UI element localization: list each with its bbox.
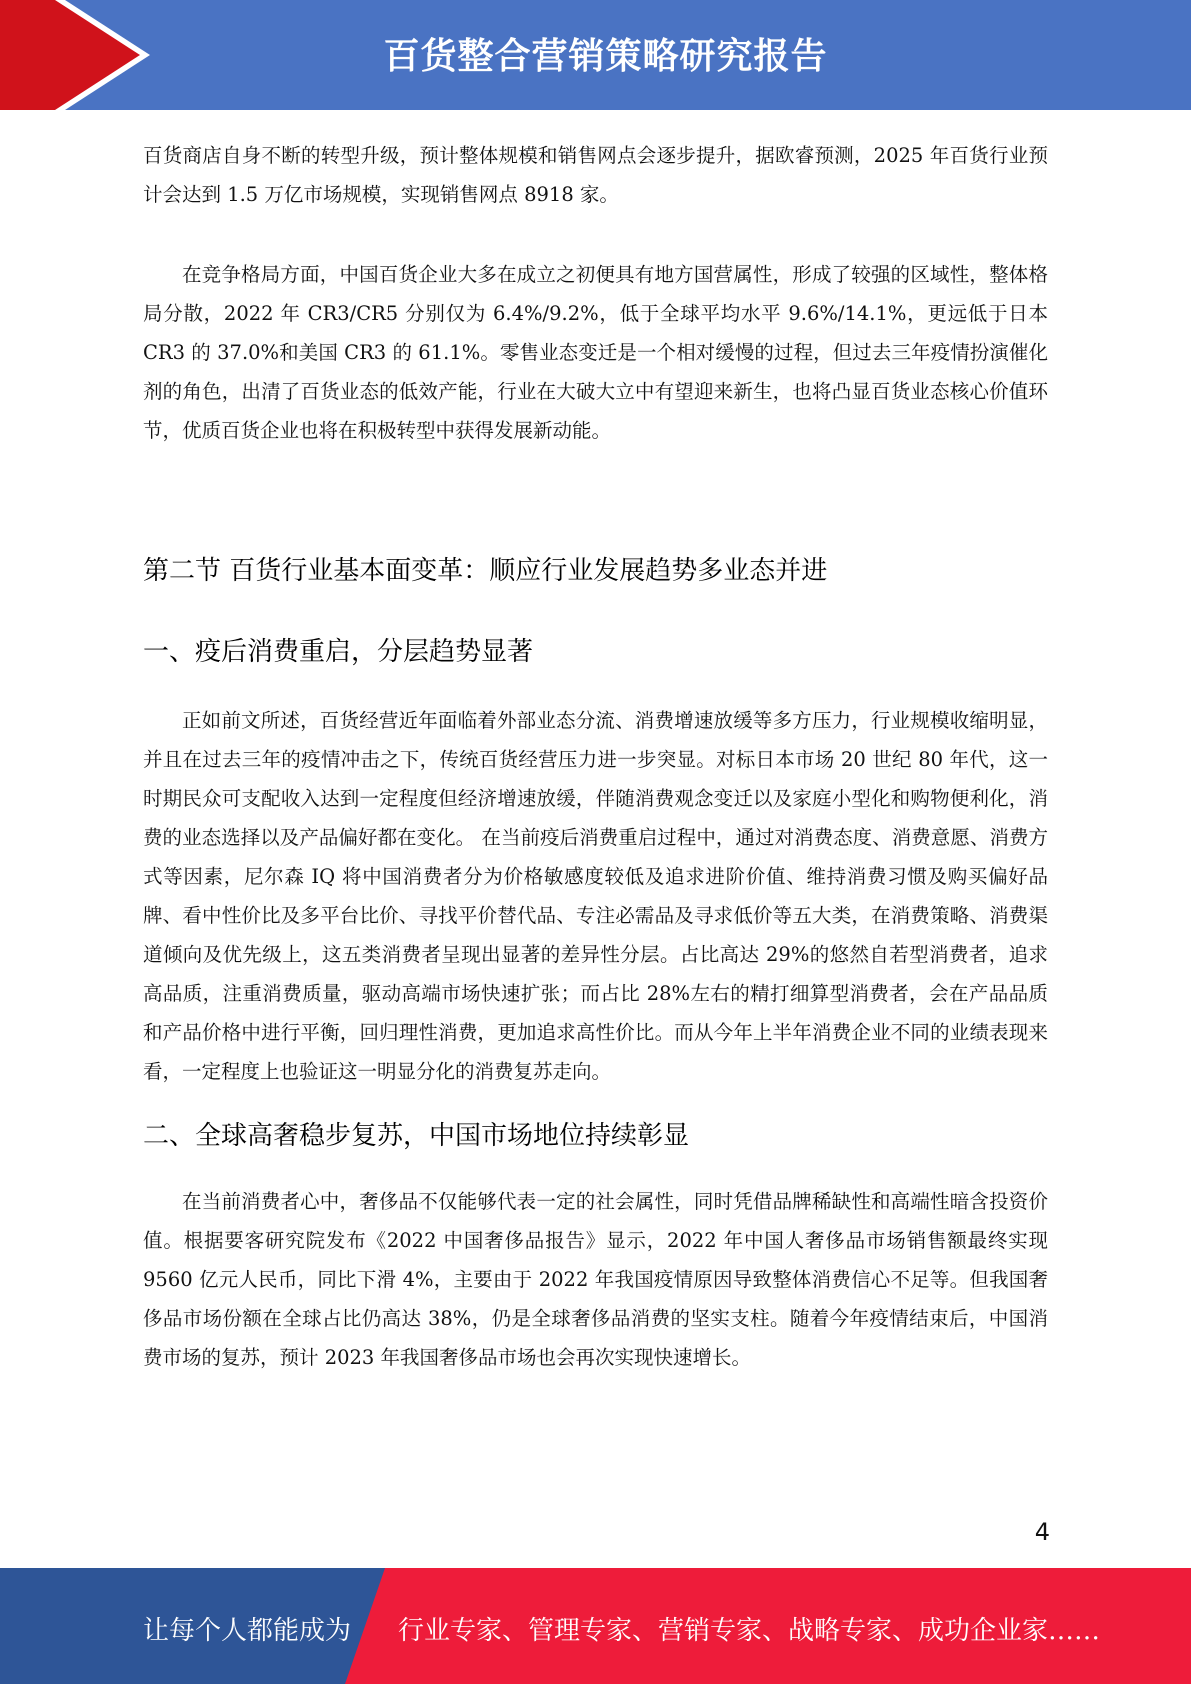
page-number: 4 [1034,1518,1050,1546]
paragraph-luxury-market: 在当前消费者心中，奢侈品不仅能够代表一定的社会属性，同时凭借品牌稀缺性和高端性暗含投资价值。根据要客研究院发布《2022 中国奢侈品报告》显示，2022 年中国人奢侈品市场销售额最终实现 9560 亿元人民币，同比下滑 4%，主要由于 2022 年我国疫情原因导致整体消费信心不足等。但我国奢侈品市场份额在全球占比仍高达 38%，仍是全球奢侈品消费的坚实支柱。随着今年疫情结束后，中国消费市场的复苏，预计 2023 年我国奢侈品市场也会再次实现快速增长。 [143,1190,1048,1369]
paragraph-consumption-restart: 正如前文所述，百货经营近年面临着外部业态分流、消费增速放缓等多方压力，行业规模收缩明显，并且在过去三年的疫情冲击之下，传统百货经营压力进一步突显。对标日本市场 20 世纪 80 年代，这一时期民众可支配收入达到一定程度但经济增速放缓，伴随消费观念变迁以及家庭小型化和购物便利化，消费的业态选择以及产品偏好都在变化。 在当前疫后消费重启过程中，通过对消费态度、消费意愿、消费方式等因素，尼尔森 IQ 将中国消费者分为价格敏感度较低及追求进阶价值、维持消费习惯及购买偏好品牌、看中性价比及多平台比价、寻找平价替代品、专注必需品及寻求低价等五大类，在消费策略、消费渠道倾向及优先级上，这五类消费者呈现出显著的差异性分层。占比高达 29%的悠然自若型消费者，追求高品质，注重消费质量，驱动高端市场快速扩张；而占比 28%左右的精打细算型消费者，会在产品品质和产品价格中进行平衡，回归理性消费，更加追求高性价比。而从今年上半年消费企业不同的业绩表现来看，一定程度上也验证这一明显分化的消费复苏走向。 [143,709,1048,1083]
footer-slogan-left: 让每个人都能成为 [143,1616,352,1646]
section-title: 第二节 百货行业基本面变革：顺应行业发展趋势多业态并进 [143,556,828,586]
paragraph-competition: 在竞争格局方面，中国百货企业大多在成立之初便具有地方国营属性，形成了较强的区域性，整体格局分散，2022 年 CR3/CR5 分别仅为 6.4%/9.2%，低于全球平均水平 9.6%/14.1%，更远低于日本 CR3 的 37.0%和美国 CR3 的 61.1%。零售业态变迁是一个相对缓慢的过程，但过去三年疫情扮演催化剂的角色，出清了百货业态的低效产能，行业在大破大立中有望迎来新生，也将凸显百货业态核心价值环节，优质百货企业也将在积极转型中获得发展新动能。 [143,263,1048,442]
report-title: 百货整合营销策略研究报告 [383,36,828,77]
page-footer [0,1568,1191,1684]
footer-slogan-right: 行业专家、管理专家、营销专家、战略专家、成功企业家…… [398,1616,1101,1646]
page-content [143,136,1048,1377]
page-header [0,0,1191,110]
subsection-title-2: 二、全球高奢稳步复苏，中国市场地位持续彰显 [143,1121,690,1151]
paragraph-market-forecast: 百货商店自身不断的转型升级，预计整体规模和销售网点会逐步提升，据欧睿预测，2025 年百货行业预计会达到 1.5 万亿市场规模，实现销售网点 8918 家。 [143,144,1048,206]
subsection-title-1: 一、疫后消费重启，分层趋势显著 [143,637,534,667]
